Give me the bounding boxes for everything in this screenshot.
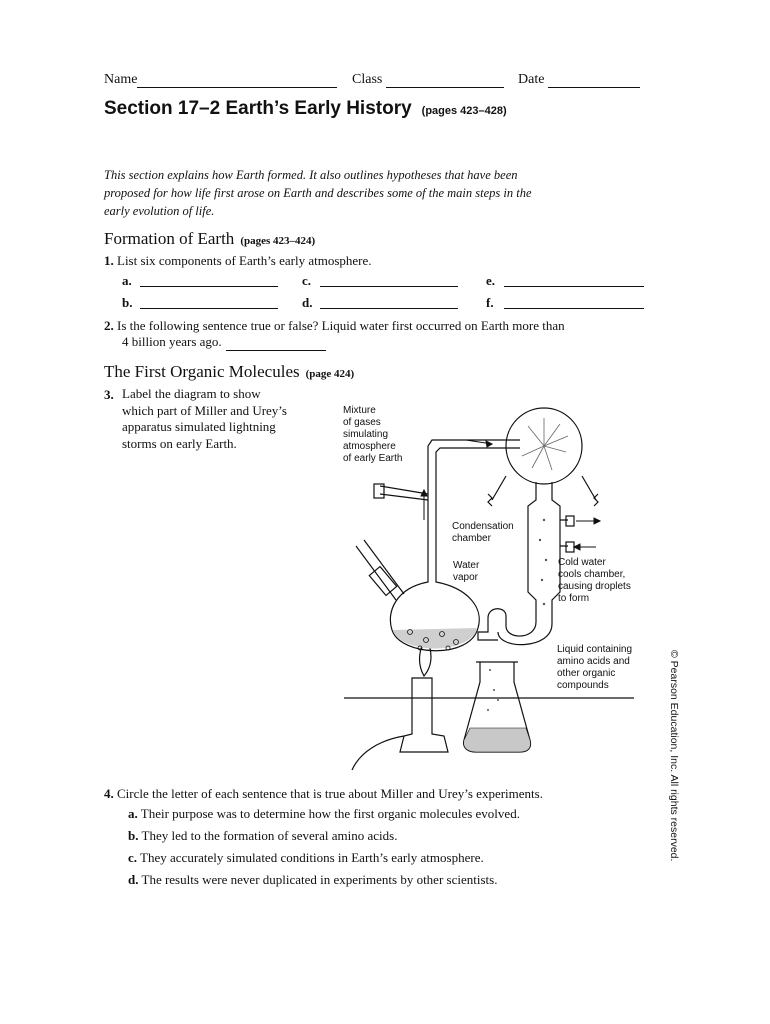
q4-option-letter[interactable]: c. [128,850,138,865]
tube-outer [428,440,520,570]
copyright-text: © Pearson Education, Inc. All rights reserved. [668,650,680,862]
q4-option-d[interactable] [128,872,497,888]
section-title-text: Section 17–2 Earth’s Early History [104,98,412,119]
label-line: Condensation [452,521,514,532]
q3-number: 3. [104,387,114,402]
section-pages: (pages 423–428) [421,105,507,117]
label-line: to form [558,593,590,604]
label-line: vapor [453,572,479,583]
q4-number: 4. [104,786,114,801]
label-line: Cold water [558,557,606,568]
organic-pages: (page 424) [305,368,355,380]
label-line: causing droplets [558,581,631,592]
q4-option-text: They led to the formation of several amino acids. [141,828,398,843]
q4-option-c[interactable] [128,850,484,866]
q4-option-letter[interactable]: d. [128,872,139,887]
label-line: of gases [343,417,381,428]
q3-line: storms on early Earth. [122,435,237,451]
label-line: amino acids and [557,656,630,667]
label-liquid [557,644,632,692]
tube-inner [436,448,520,572]
label-line: compounds [557,680,609,691]
label-line: atmosphere [343,441,396,452]
q4-option-text: Their purpose was to determine how the first organic molecules evolved. [140,806,520,821]
q1-number: 1. [104,253,114,268]
label-mixture [343,405,402,465]
label-line: cools chamber, [558,569,626,580]
formation-heading-text: Formation of Earth [104,229,235,248]
label-line: chamber [452,533,491,544]
q3-line: Label the diagram to show [122,386,261,401]
label-line: Liquid containing [557,644,633,655]
q2-text-line2: 4 billion years ago. [122,334,222,349]
condenser [528,482,560,606]
copyright [668,650,682,862]
label-cold-water [558,557,631,605]
u-trap [478,606,536,640]
label-line: Water [453,560,480,571]
label-condensation [452,521,514,545]
q3-line: which part of Miller and Urey’s [122,402,287,418]
q1-letter-b: b. [122,295,133,310]
q4-text: Circle the letter of each sentence that is true about Miller and Urey’s experiments. [117,786,543,801]
q1-text: List six components of Earth’s early atmosphere. [117,253,372,268]
label-line: Mixture [343,405,376,416]
label-line: other organic [557,668,616,679]
name-label: Name [104,72,138,87]
organic-heading-text: The First Organic Molecules [104,362,300,381]
q4-option-text: The results were never duplicated in experiments by other scientists. [141,872,498,887]
q4-option-a[interactable] [128,806,520,822]
q1-letter-e: e. [486,273,496,288]
label-line: simulating [343,429,389,440]
intro-text: This section explains how Earth formed. It also outlines hypotheses that have been proposed for how life first arose on Earth and describes some of the main steps in the early evolution of life. [104,168,532,218]
q1-letter-c: c. [302,273,312,288]
question-4 [104,785,543,803]
q1-letter-d: d. [302,295,313,310]
label-line: of early Earth [343,453,403,464]
date-label: Date [518,72,545,87]
bunsen-burner [400,678,448,752]
flask-stopper [369,567,396,596]
q4-option-letter[interactable]: a. [128,806,138,821]
q2-text-line1: Is the following sentence true or false? Liquid water first occurred on Earth more than [117,318,565,333]
formation-pages: (pages 423–424) [240,235,316,247]
q1-letter-a: a. [122,273,132,288]
q1-letter-f: f. [486,295,494,310]
class-label: Class [352,72,383,87]
q4-option-letter[interactable]: b. [128,828,139,843]
label-water-vapor [453,560,479,584]
q4-option-b[interactable] [128,828,397,844]
q2-number: 2. [104,318,114,333]
q3-line: apparatus simulated lightning [122,419,276,434]
q4-option-text: They accurately simulated conditions in Earth’s early atmosphere. [140,850,484,865]
